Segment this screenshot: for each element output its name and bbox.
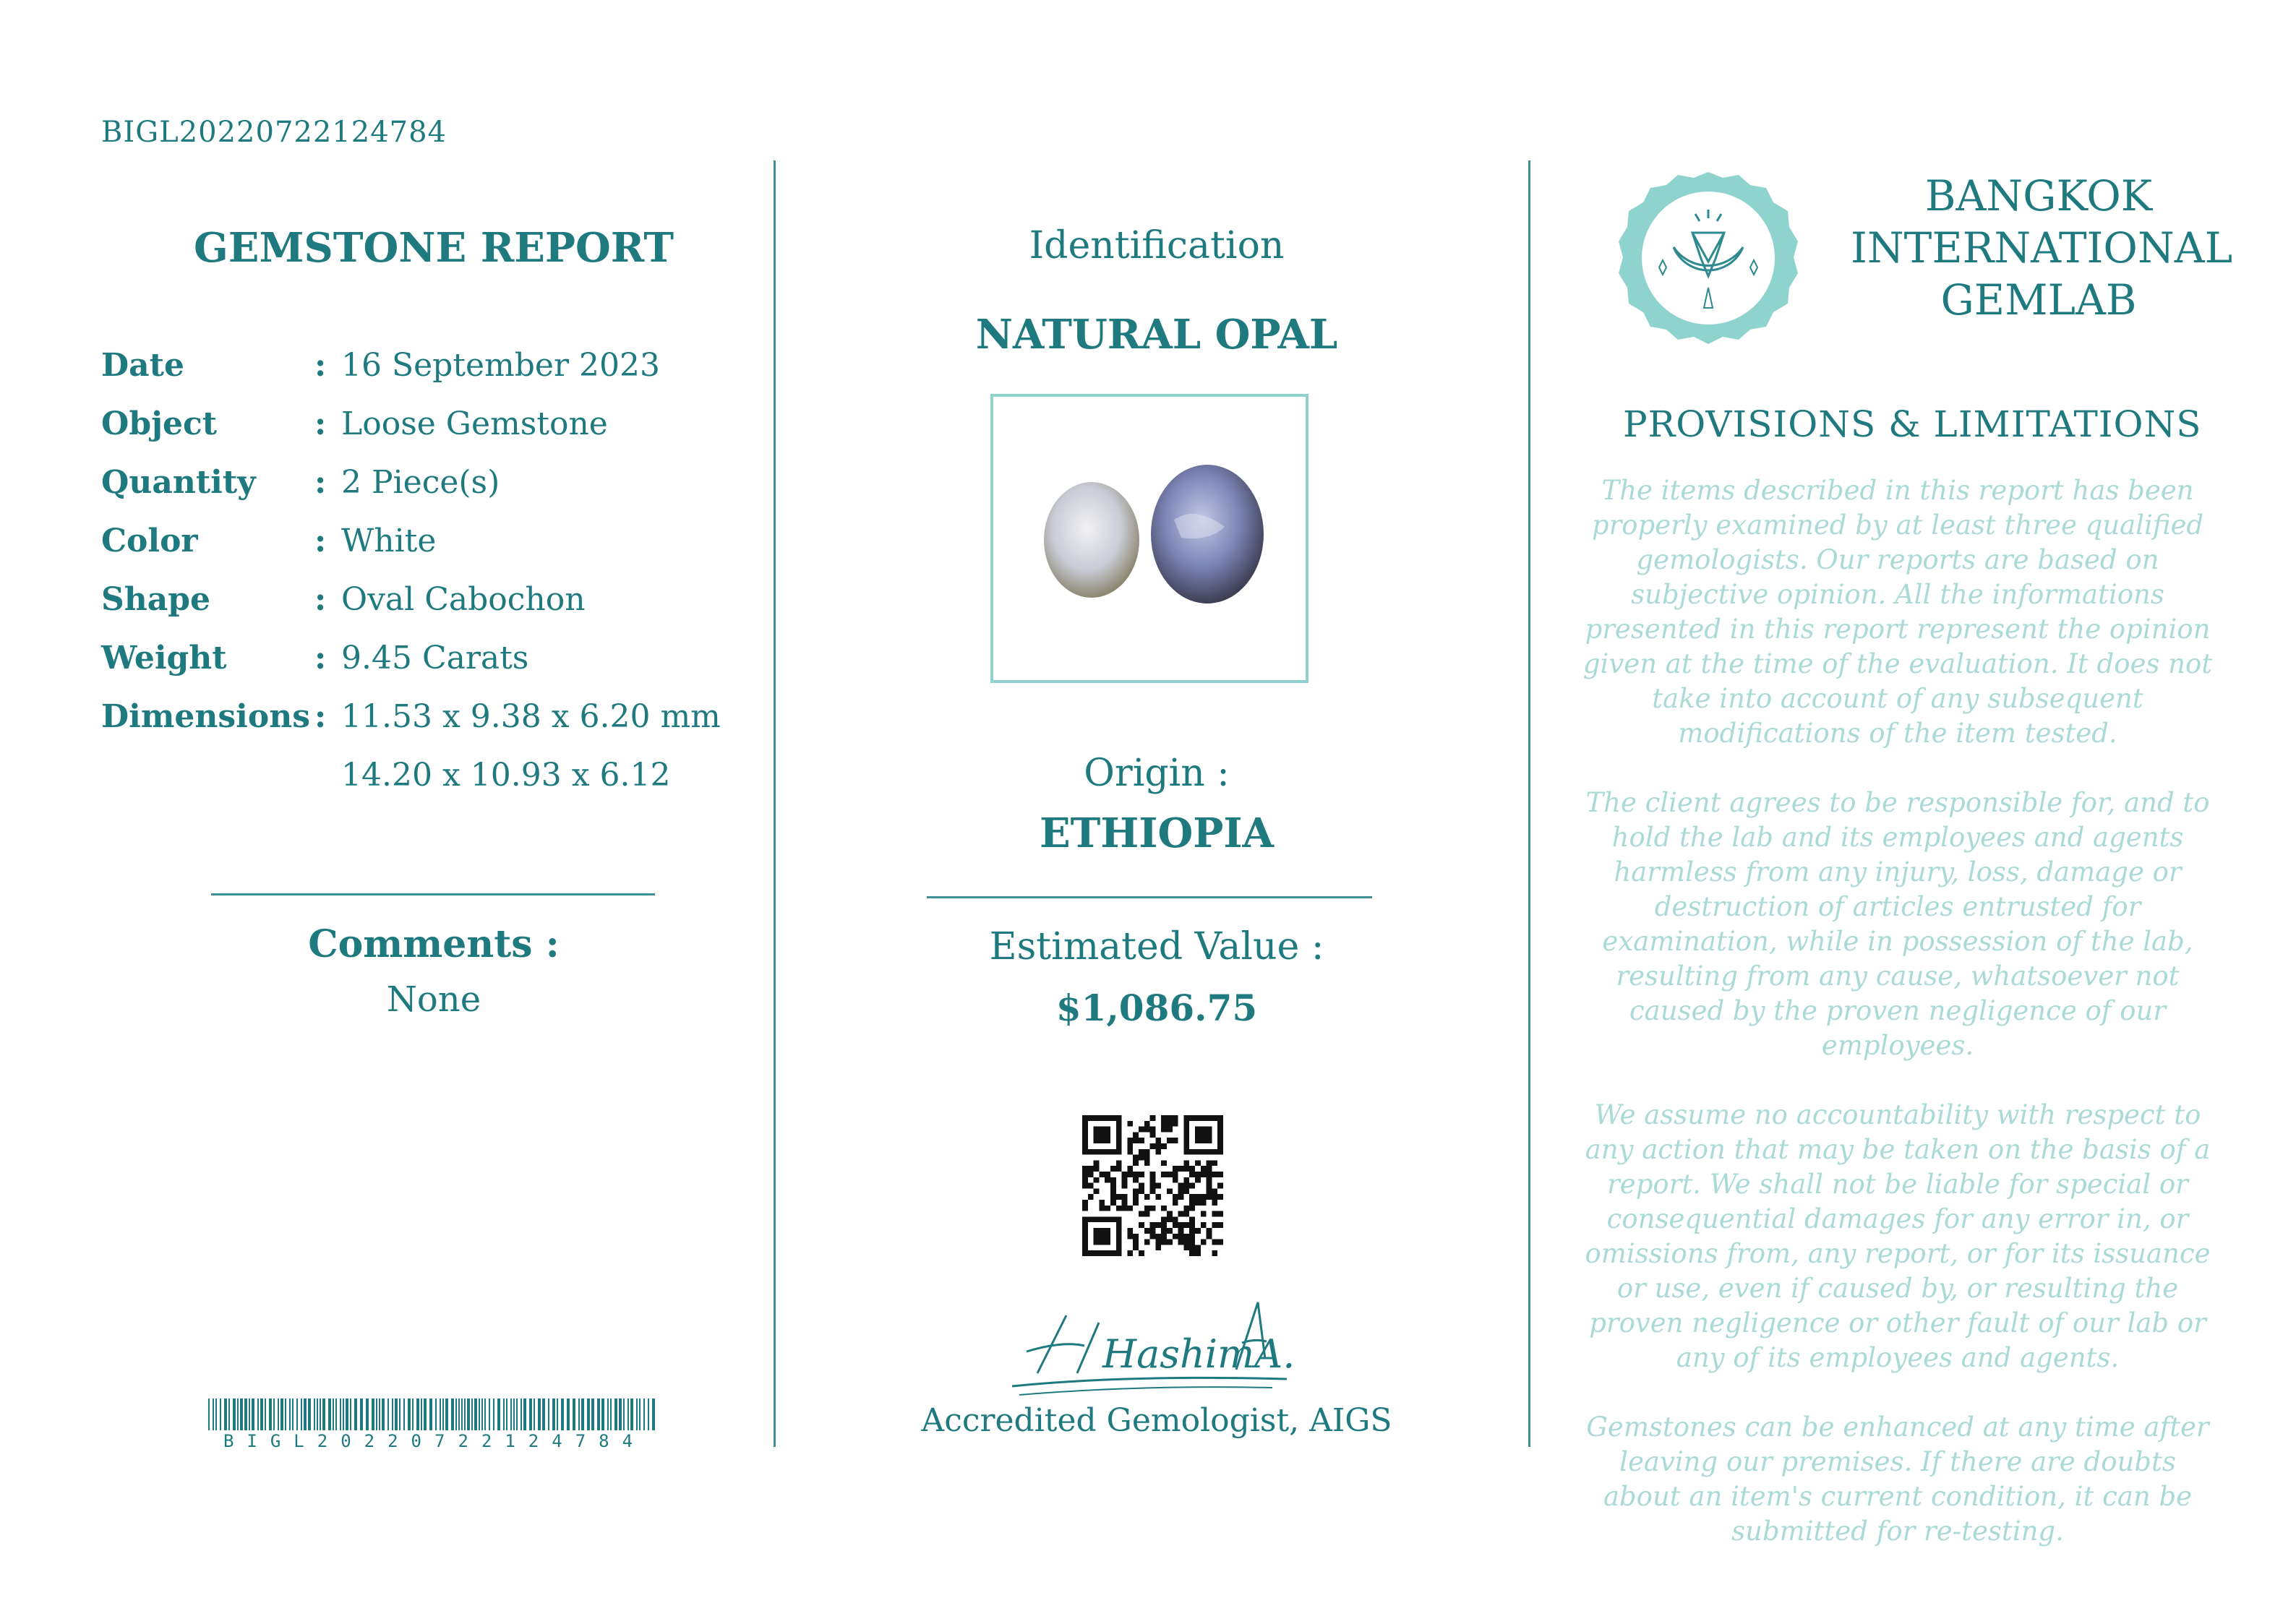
origin-value: ETHIOPIA <box>1040 809 1274 857</box>
qr-code-icon <box>1082 1115 1223 1256</box>
spec-label: Shape <box>101 581 211 618</box>
gemstone-image <box>993 397 1306 680</box>
spec-value: Oval Cabochon <box>341 581 586 618</box>
identification-label: Identification <box>1029 224 1285 267</box>
spec-label: Dimensions <box>101 698 311 735</box>
signature <box>998 1294 1301 1402</box>
spec-value: 9.45 Carats <box>341 640 529 676</box>
provisions-title: PROVISIONS & LIMITATIONS <box>1623 403 2202 445</box>
column-divider-right <box>1528 160 1530 1447</box>
spec-value: 11.53 x 9.38 x 6.20 mm <box>341 698 721 735</box>
estimated-value: $1,086.75 <box>1055 987 1258 1029</box>
spec-label: Quantity <box>101 464 256 501</box>
spec-colon: : <box>314 347 327 384</box>
spec-colon: : <box>314 523 327 559</box>
identification-value: NATURAL OPAL <box>975 311 1338 358</box>
spec-label: Date <box>101 347 184 384</box>
lab-name-line: BANGKOK <box>1924 171 2153 220</box>
provisions-paragraph: Gemstones can be enhanced at any time after leaving our premises. If there are doubts about an item's current condition, it can be submitted for re-testing. <box>1586 1412 2209 1547</box>
barcode-icon <box>208 1399 661 1430</box>
lab-name-line: INTERNATIONAL <box>1851 223 2233 272</box>
origin-label: Origin : <box>1084 752 1230 795</box>
report-title: GEMSTONE REPORT <box>193 224 674 272</box>
lab-name-line: GEMLAB <box>1940 275 2137 325</box>
spec-colon: : <box>314 581 327 618</box>
provisions-paragraph: We assume no accountability with respect to any action that may be taken on the basis of a report. We shall not be liable for special or consequential damages for any error in, or omissions from, any report, or for its issuance or use, even if caused by, or resulting the proven negligence or other fault of our lab or any of its employees and agents. <box>1585 1099 2211 1373</box>
comments-label: Comments : <box>308 922 560 966</box>
comments-divider <box>211 893 655 895</box>
spec-value: 14.20 x 10.93 x 6.12 <box>341 757 671 794</box>
spec-colon: : <box>314 640 327 676</box>
spec-label: Weight <box>101 640 227 676</box>
column-divider-left <box>774 160 776 1447</box>
spec-value: 2 Piece(s) <box>341 464 500 501</box>
comments-value: None <box>386 979 481 1020</box>
spec-value: Loose Gemstone <box>341 405 608 442</box>
provisions-paragraph: The client agrees to be responsible for, and to hold the lab and its employees and agents harmless from any injury, loss, damage or destruction of articles entrusted for examination, while in possession of the lab, resulting from any cause, whatsoever not caused by the proven negligence of our employees. <box>1585 787 2210 1061</box>
signer-title: Accredited Gemologist, AIGS <box>921 1402 1392 1439</box>
spec-label: Color <box>101 523 198 559</box>
spec-value: 16 September 2023 <box>341 347 660 384</box>
spec-colon: : <box>314 464 327 501</box>
gemstone-photo <box>990 394 1308 683</box>
opal-stone-1 <box>1044 482 1139 598</box>
spec-value: White <box>341 523 437 559</box>
barcode-text: BIGL20220722124784 <box>223 1431 646 1451</box>
provisions-body <box>1580 473 2216 1584</box>
estimated-value-label: Estimated Value : <box>989 925 1324 968</box>
provisions-paragraph: The items described in this report has been properly examined by at least three qualified gemologists. Our reports are based on subjective opinion. All the informations presented in this report represent the opinion given at the time of the evaluation. It does not take into account of any subsequent modifications of the item tested. <box>1582 475 2213 749</box>
spec-label: Object <box>101 405 218 442</box>
signature-script: HashimA. <box>1102 1331 1295 1377</box>
value-divider <box>927 896 1372 898</box>
report-id: BIGL20220722124784 <box>101 116 447 149</box>
spec-colon: : <box>314 698 327 735</box>
gem-moon-seal-icon <box>1614 166 1802 354</box>
spec-colon: : <box>314 405 327 442</box>
lab-name <box>1851 170 2233 326</box>
